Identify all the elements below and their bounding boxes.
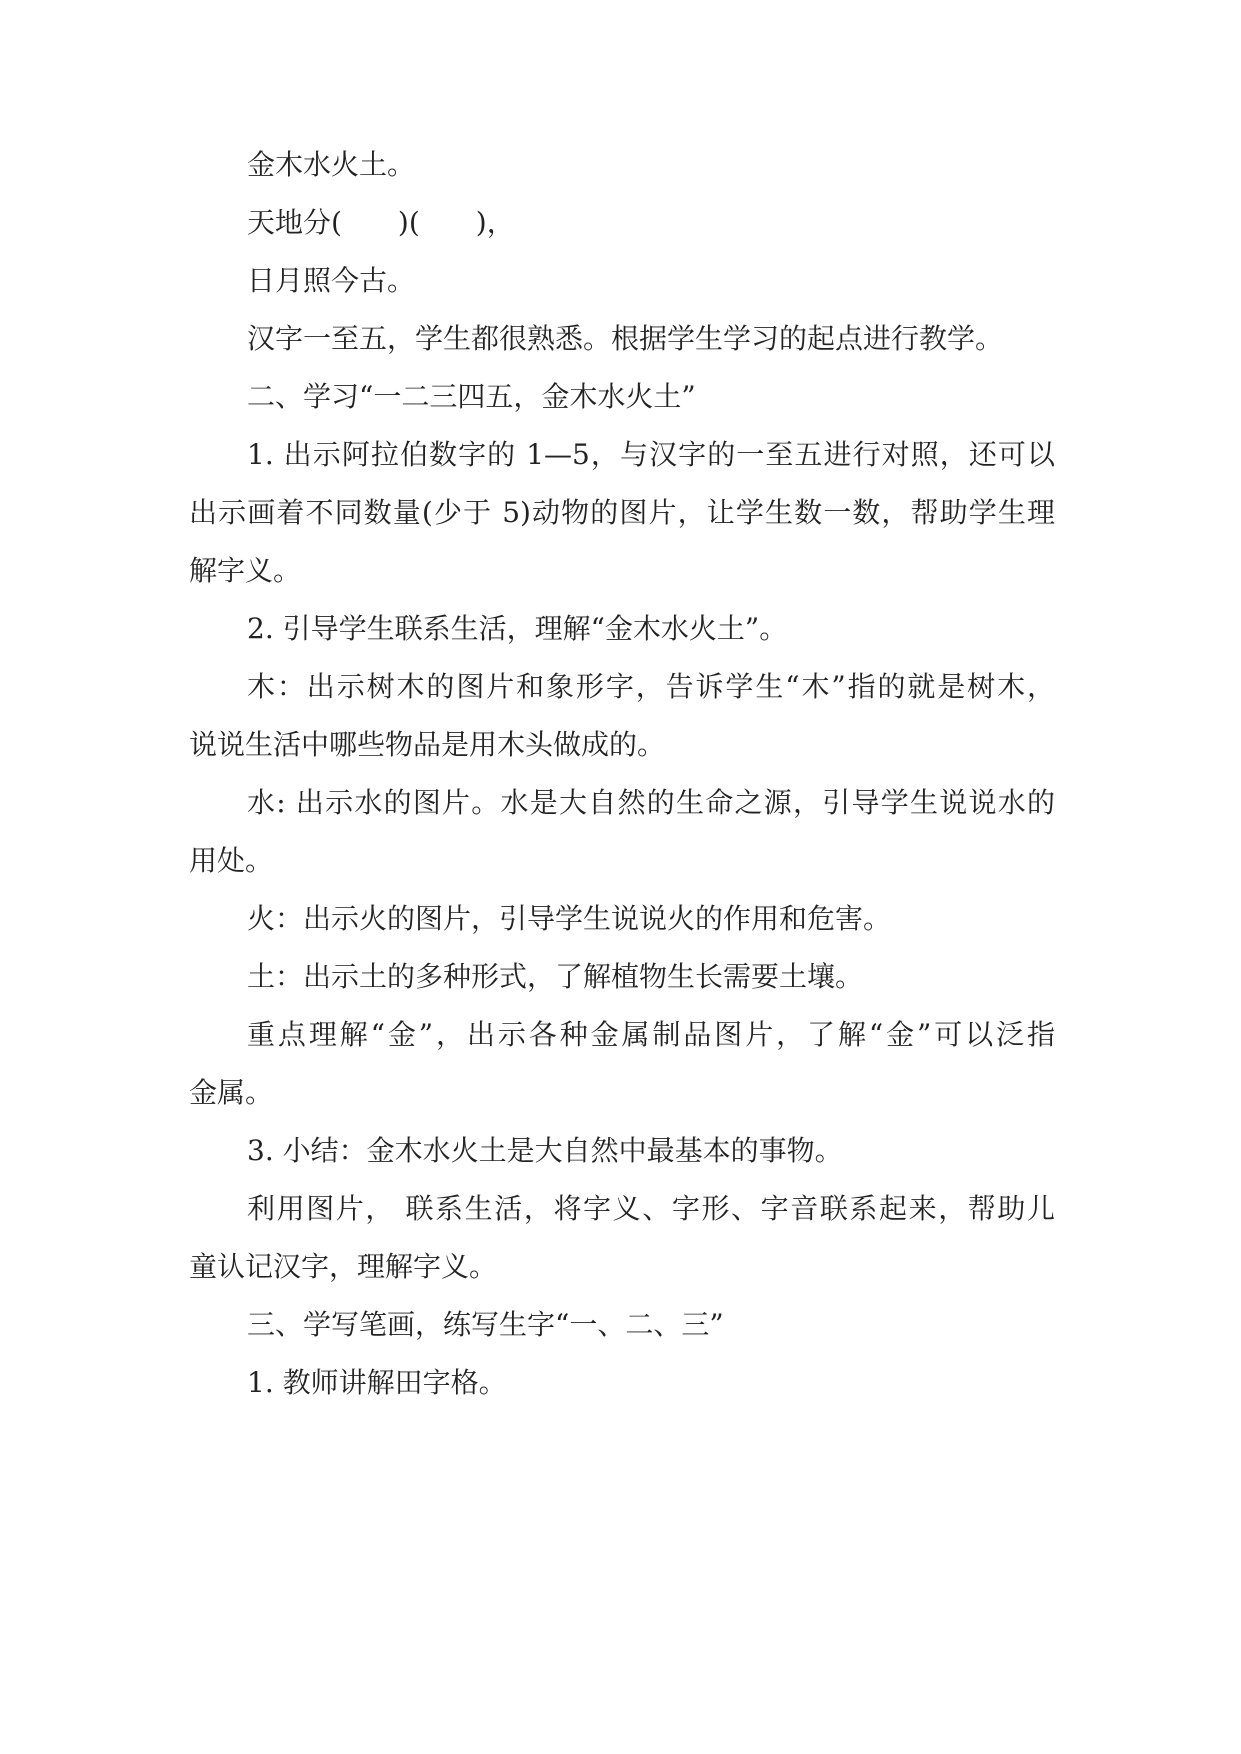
step-1-grid [189, 1354, 1241, 1412]
paragraph-line: 童认记汉字，理解字义。 [189, 1250, 498, 1283]
paragraph-line: 日月照今古。 [247, 264, 416, 297]
item-wood [189, 658, 1241, 774]
paragraph-line: 水: 出示水的图片。水是大自然的生命之源，引导学生说说水的 [247, 786, 1055, 819]
paragraph-line: 说说生活中哪些物品是用木头做成的。 [189, 728, 666, 761]
paragraph-line: 1. 出示阿拉伯数字的 1—5，与汉字的一至五进行对照，还可以 [247, 438, 1055, 471]
paragraph-line: 解字义。 [189, 554, 302, 587]
item-water [189, 774, 1241, 890]
paragraph-line: 1. 教师讲解田字格。 [247, 1366, 507, 1399]
paragraph-line: 2. 引导学生联系生活，理解“金木水火土”。 [247, 612, 788, 645]
teaching-note-images [189, 1180, 1241, 1296]
item-metal [189, 1006, 1241, 1122]
step-3-summary [189, 1122, 1241, 1180]
paragraph-line: 利用图片， 联系生活，将字义、字形、字音联系起来，帮助儿 [247, 1192, 1055, 1225]
section-heading-3 [189, 1296, 1241, 1354]
paragraph-line: 汉字一至五，学生都很熟悉。根据学生学习的起点进行教学。 [247, 322, 1004, 355]
paragraph-line: 用处。 [189, 844, 274, 877]
section-heading-2 [189, 368, 1241, 426]
paragraph-line: 出示画着不同数量(少于 5)动物的图片，让学生数一数，帮助学生理 [189, 496, 1055, 529]
item-earth [189, 948, 1241, 1006]
paragraph-line: 火：出示火的图片，引导学生说说火的作用和危害。 [247, 902, 892, 935]
paragraph-line: 天地分( )( )， [247, 206, 515, 239]
paragraph-line: 重点理解“金”，出示各种金属制品图片，了解“金”可以泛指 [247, 1018, 1055, 1051]
poem-line-metals [189, 136, 1241, 194]
item-fire [189, 890, 1241, 948]
paragraph-line: 3. 小结：金木水火土是大自然中最基本的事物。 [247, 1134, 843, 1167]
poem-line-sun-moon [189, 252, 1241, 310]
paragraph-line: 金属。 [189, 1076, 274, 1109]
poem-line-fill-blank [189, 194, 1241, 252]
section-heading: 三、学写笔画，练写生字“一、二、三” [247, 1308, 724, 1341]
step-2-life [189, 600, 1241, 658]
paragraph-line: 土：出示土的多种形式，了解植物生长需要土壤。 [247, 960, 864, 993]
paragraph-line: 金木水火土。 [247, 148, 416, 181]
teaching-note [189, 310, 1241, 368]
step-1-numbers [189, 426, 1241, 600]
paragraph-line: 木：出示树木的图片和象形字，告诉学生“木”指的就是树木， [247, 670, 1055, 703]
section-heading: 二、学习“一二三四五，金木水火土” [247, 380, 696, 413]
